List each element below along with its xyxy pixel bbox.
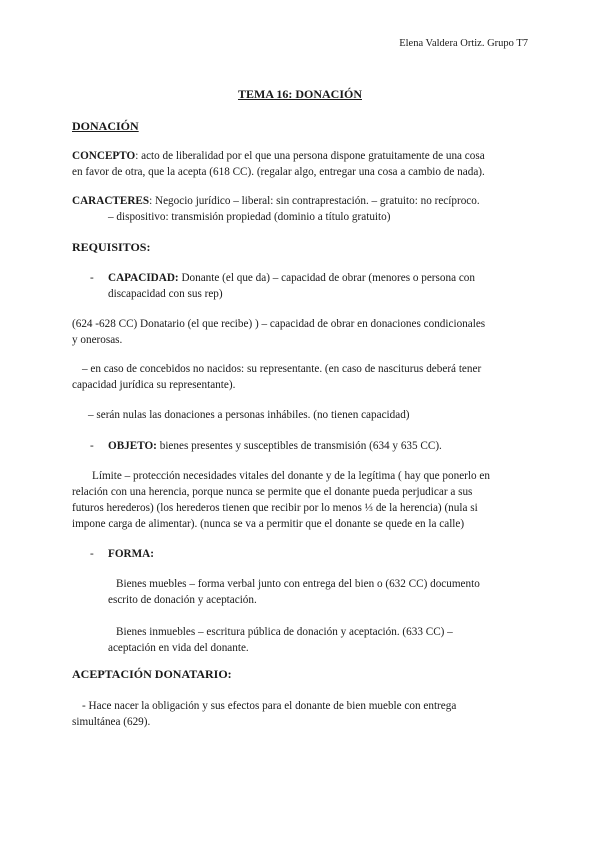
concepto-label: CONCEPTO bbox=[72, 150, 136, 162]
limite-paragraph bbox=[72, 468, 490, 532]
forma-item bbox=[90, 546, 154, 562]
muebles-line1: Bienes muebles – forma verbal junto con entrega del bien o (632 CC) documento bbox=[116, 578, 480, 590]
aceptacion-heading: ACEPTACIÓN DONATARIO: bbox=[72, 667, 232, 681]
aceptacion-line1: - Hace nacer la obligación y sus efectos para el donante de bien mueble con entrega bbox=[82, 700, 457, 712]
page-title: TEMA 16: DONACIÓN bbox=[237, 87, 362, 101]
concebidos-line1: – en caso de concebidos no nacidos: su representante. (en caso de nasciturus deberá tener bbox=[82, 363, 482, 375]
limite-line4: impone carga de alimentar). (nunca se va a permitir que el donante se quede en la calle) bbox=[72, 518, 465, 530]
capacidad-text-line2: discapacidad con sus rep) bbox=[108, 288, 223, 300]
caracteres-text: : Negocio jurídico – liberal: sin contraprestación. – gratuito: no recíproco. bbox=[149, 195, 480, 207]
aceptacion-paragraph bbox=[72, 698, 456, 730]
section-heading-donacion: DONACIÓN bbox=[72, 119, 139, 133]
limite-line2: relación con una herencia, porque nunca se permite que el donante pueda perjudicar a sus bbox=[72, 486, 473, 498]
capacidad-label: CAPACIDAD: bbox=[108, 272, 179, 284]
concebidos-paragraph bbox=[72, 361, 481, 393]
limite-line3: futuros herederos) (los herederos tienen que recibir por lo menos ⅓ de la herencia) (nula si bbox=[72, 502, 478, 514]
requisitos-heading: REQUISITOS: bbox=[72, 240, 151, 254]
donatario-paragraph bbox=[72, 316, 485, 348]
muebles-line2: escrito de donación y aceptación. bbox=[108, 594, 257, 606]
inmuebles-line2: aceptación en vida del donante. bbox=[108, 642, 249, 654]
inmuebles-line1: Bienes inmuebles – escritura pública de donación y aceptación. (633 CC) – bbox=[116, 626, 453, 638]
concepto-text-line2: en favor de otra, que la acepta (618 CC). (regalar algo, entregar una cosa a cambio de nada). bbox=[72, 166, 485, 178]
muebles-paragraph bbox=[108, 576, 480, 608]
limite-line1: Límite – protección necesidades vitales del donante y de la legítima ( hay que ponerlo en bbox=[92, 470, 490, 482]
concebidos-line2: capacidad jurídica su representante). bbox=[72, 379, 236, 391]
concepto-text: : acto de liberalidad por el que una persona dispone gratuitamente de una cosa bbox=[135, 150, 485, 162]
capacidad-dash: - bbox=[90, 272, 94, 284]
forma-dash: - bbox=[90, 548, 94, 560]
objeto-item bbox=[90, 438, 442, 454]
forma-label: FORMA: bbox=[108, 548, 154, 560]
donatario-line1: (624 -628 CC) Donatario (el que recibe) ) – capacidad de obrar en donaciones condicionales bbox=[72, 318, 486, 330]
aceptacion-line2: simultánea (629). bbox=[72, 716, 151, 728]
capacidad-item bbox=[90, 270, 475, 302]
caracteres-text-line2: – dispositivo: transmisión propiedad (dominio a título gratuito) bbox=[108, 211, 391, 223]
caracteres-paragraph bbox=[72, 193, 480, 225]
objeto-label: OBJETO: bbox=[108, 440, 157, 452]
capacidad-text: Donante (el que da) – capacidad de obrar (menores o persona con bbox=[178, 272, 475, 284]
concepto-paragraph bbox=[72, 148, 528, 180]
caracteres-label: CARACTERES bbox=[72, 195, 150, 207]
header-author: Elena Valdera Ortiz. Grupo T7 bbox=[399, 38, 528, 49]
donatario-line2: y onerosas. bbox=[72, 334, 123, 346]
objeto-text: bienes presentes y susceptibles de transmisión (634 y 635 CC). bbox=[156, 440, 442, 452]
nulas-paragraph: – serán nulas las donaciones a personas inhábiles. (no tienen capacidad) bbox=[88, 409, 410, 421]
inmuebles-paragraph bbox=[108, 624, 453, 656]
objeto-dash: - bbox=[90, 440, 94, 452]
